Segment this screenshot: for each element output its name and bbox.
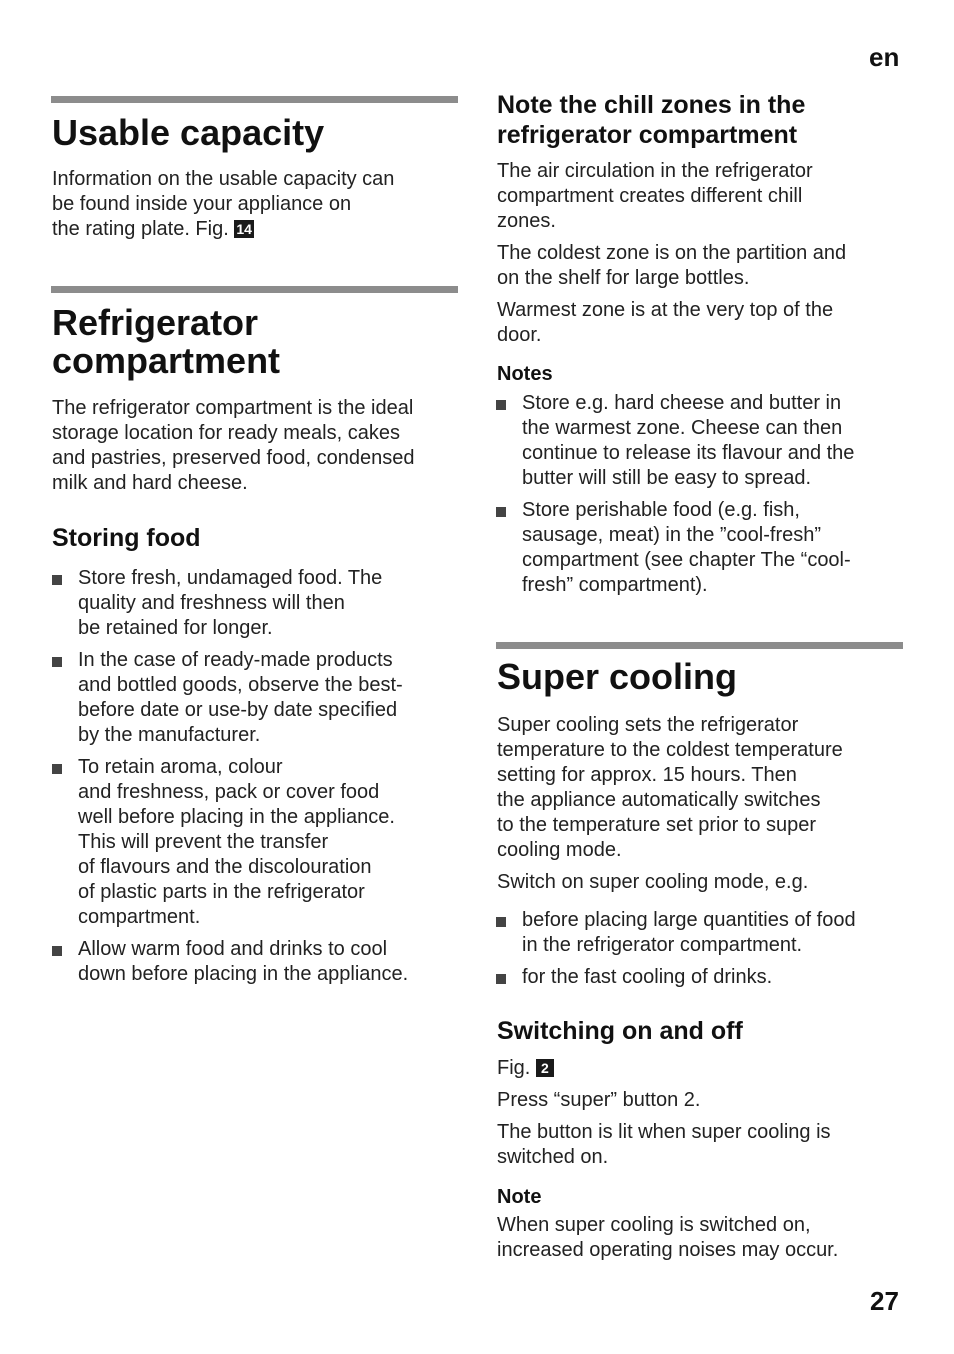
section-rule <box>51 286 458 293</box>
language-code: en <box>869 42 900 72</box>
figure-reference-badge: 2 <box>536 1059 554 1077</box>
note-heading: Note <box>497 1186 542 1208</box>
button-lit-text: The button is lit when super cooling is switched on. <box>497 1121 831 1168</box>
bullet-square-icon <box>52 946 62 956</box>
press-super-instruction: Press “super” button 2. <box>497 1089 701 1111</box>
list-item: for the fast cooling of drinks. <box>522 965 907 990</box>
chill-zones-paragraph: The air circulation in the refrigerator compartment creates different chill zones. <box>497 160 813 232</box>
storing-food-heading: Storing food <box>52 524 201 552</box>
super-cooling-body: Super cooling sets the refrigerator temperature to the coldest temperature setting for approx. 15 hours. Then the appliance automatically switches to the temperature set prior to super cooling mode. <box>497 714 843 861</box>
section-rule <box>51 96 458 103</box>
notes-heading: Notes <box>497 363 553 385</box>
super-cooling-switch-on: Switch on super cooling mode, e.g. <box>497 871 809 893</box>
page-number: 27 <box>870 1286 899 1316</box>
list-item: before placing large quantities of food in the refrigerator compartment. <box>522 908 907 958</box>
super-cooling-title: Super cooling <box>497 656 738 697</box>
bullet-square-icon <box>496 917 506 927</box>
bullet-square-icon <box>496 507 506 517</box>
bullet-square-icon <box>496 400 506 410</box>
figure-reference: Fig. 2 <box>497 1056 554 1081</box>
chill-zones-paragraph: Warmest zone is at the very top of the door. <box>497 299 834 346</box>
list-item: Allow warm food and drinks to cool down before placing in the appliance. <box>78 937 463 987</box>
refrigerator-compartment-title: Refrigerator compartment <box>52 302 281 381</box>
note-text: When super cooling is switched on, increased operating noises may occur. <box>497 1214 839 1261</box>
refrigerator-compartment-body: The refrigerator compartment is the ideal storage location for ready meals, cakes and pastries, preserved food, condensed milk and hard cheese. <box>52 397 415 494</box>
chill-zones-heading: Note the chill zones in the refrigerator compartment <box>497 91 806 149</box>
bullet-square-icon <box>496 974 506 984</box>
bullet-square-icon <box>52 657 62 667</box>
list-item: In the case of ready-made products and bottled goods, observe the best- before date or use-by date specified by the manufacturer. <box>78 648 463 748</box>
bullet-square-icon <box>52 575 62 585</box>
list-item: Store e.g. hard cheese and butter in the warmest zone. Cheese can then continue to release its flavour and the butter will still be easy to spread. <box>522 391 907 491</box>
list-item: To retain aroma, colour and freshness, pack or cover food well before placing in the appliance. This will prevent the transfer of flavours and the discolouration of plastic parts in the refrigerator compartment. <box>78 755 463 930</box>
chill-zones-paragraph: The coldest zone is on the partition and on the shelf for large bottles. <box>497 242 847 289</box>
section-rule <box>496 642 903 649</box>
list-item: Store fresh, undamaged food. The quality and freshness will then be retained for longer. <box>78 566 463 641</box>
figure-reference-badge: 14 <box>236 221 252 237</box>
list-item: Store perishable food (e.g. fish, sausage, meat) in the ”cool-fresh” compartment (see chapter The “cool- fresh” compartment). <box>522 498 907 598</box>
bullet-square-icon <box>52 764 62 774</box>
switching-on-off-heading: Switching on and off <box>497 1017 743 1045</box>
usable-capacity-title: Usable capacity <box>52 112 325 153</box>
usable-capacity-body: Information on the usable capacity can be found inside your appliance on the rating plate. Fig. 14 <box>52 168 395 240</box>
